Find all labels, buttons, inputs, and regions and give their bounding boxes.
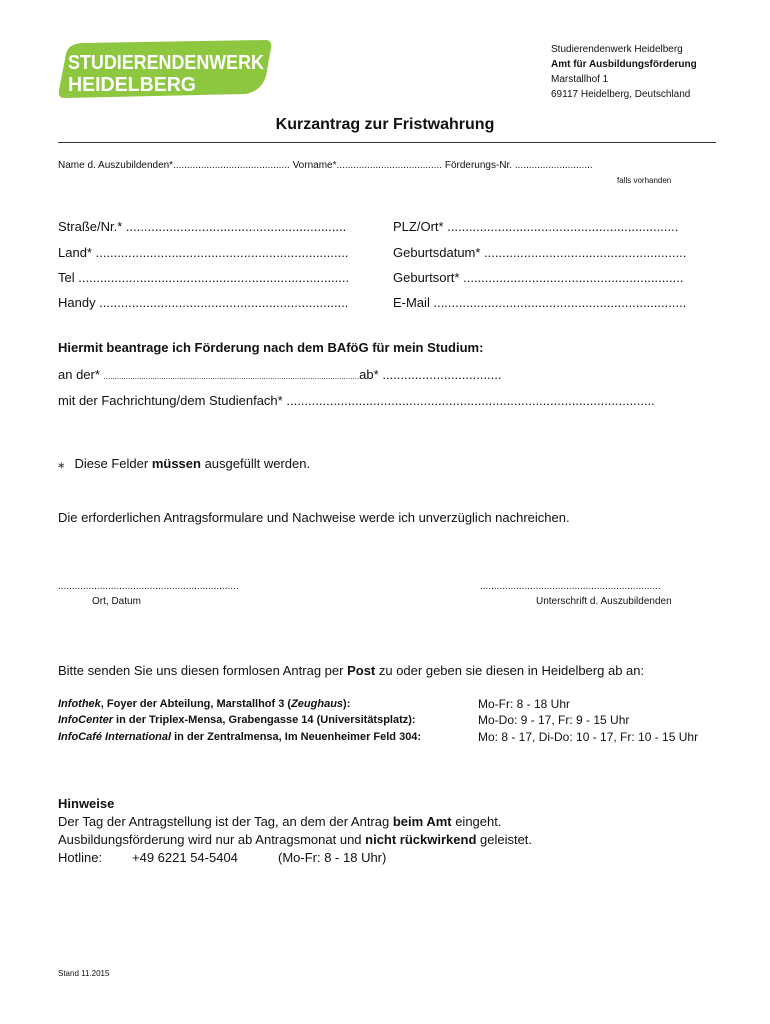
fach-dots: ...................................................................................................... xyxy=(286,393,655,408)
strasse-field[interactable] xyxy=(58,219,346,234)
hotline-label: Hotline: xyxy=(58,850,103,865)
send-instruction xyxy=(58,663,644,678)
required-post: ausgefüllt werden. xyxy=(200,456,311,471)
plz-label: PLZ/Ort* xyxy=(393,219,444,234)
handy-dots: ..................................................................... xyxy=(99,295,349,310)
address-line3: Marstallhof 1 xyxy=(551,74,609,85)
geburtsdatum-label: Geburtsdatum* xyxy=(393,245,481,260)
send-post: zu oder geben sie diesen in Heidelberg ab an: xyxy=(375,663,645,678)
vorname-dots: ...................................... xyxy=(336,160,443,171)
ort-datum-line[interactable]: ................................................................. xyxy=(58,581,239,592)
email-field[interactable] xyxy=(393,295,686,310)
location-infothek-ital: Zeughaus xyxy=(291,698,344,710)
name-label: Name d. Auszubildenden* xyxy=(58,160,174,171)
name-dots: .......................................... xyxy=(173,160,290,171)
address-line2: Amt für Ausbildungsförderung xyxy=(551,59,697,70)
email-label: E-Mail xyxy=(393,295,430,310)
location-infocafe-hours: Mo: 8 - 17, Di-Do: 10 - 17, Fr: 10 - 15 Uhr xyxy=(478,730,699,744)
required-bold: müssen xyxy=(151,456,201,471)
location-infocenter-hours: Mo-Do: 9 - 17, Fr: 9 - 15 Uhr xyxy=(478,713,630,727)
location-infothek-name: Infothek xyxy=(58,698,101,710)
foerder-label: Förderungs-Nr. xyxy=(444,160,513,171)
address-block xyxy=(551,42,697,102)
an-der-label: an der* xyxy=(58,367,100,382)
signature-line[interactable]: ................................................................. xyxy=(480,581,661,592)
send-pre: Bitte senden Sie uns diesen formlosen Antrag per xyxy=(58,663,348,678)
logo-shape xyxy=(58,40,273,98)
send-bold: Post xyxy=(347,663,376,678)
request-heading: Hiermit beantrage ich Förderung nach dem BAföG für mein Studium: xyxy=(58,340,484,355)
location-infothek-hours: Mo-Fr: 8 - 18 Uhr xyxy=(478,697,571,711)
hinweise-line1 xyxy=(58,814,501,829)
signature-label: Unterschrift d. Auszubildenden xyxy=(536,596,672,607)
handy-field[interactable] xyxy=(58,295,348,310)
name-field[interactable] xyxy=(58,160,593,171)
foerder-note: falls vorhanden xyxy=(617,176,672,185)
an-der-dots: ................................................................................................................... xyxy=(103,372,360,381)
foerder-dots: ............................ xyxy=(514,160,593,171)
nachreichen-text: Die erforderlichen Antragsformulare und Nachweise werde ich unverzüglich nachreichen. xyxy=(58,510,570,525)
hochschule-field[interactable] xyxy=(58,367,502,382)
location-infocenter xyxy=(58,714,416,726)
plz-dots: ................................................................ xyxy=(447,219,679,234)
hinweise-line1-pre: Der Tag der Antragstellung ist der Tag, an dem der Antrag xyxy=(58,814,393,829)
required-star: ⁎ xyxy=(58,456,65,471)
location-infothek xyxy=(58,698,350,710)
geburtsdatum-dots: ........................................................ xyxy=(484,245,687,260)
tel-field[interactable] xyxy=(58,270,349,285)
handy-label: Handy xyxy=(58,295,96,310)
hinweise-line1-post: eingeht. xyxy=(451,814,502,829)
email-dots: ...................................................................... xyxy=(433,295,687,310)
location-infocafe-name: InfoCafé International xyxy=(58,731,172,743)
strasse-label: Straße/Nr.* xyxy=(58,219,123,234)
vorname-label: Vorname* xyxy=(292,160,337,171)
land-label: Land* xyxy=(58,245,92,260)
hinweise-line1-bold: beim Amt xyxy=(392,814,452,829)
address-line4: 69117 Heidelberg, Deutschland xyxy=(551,89,691,100)
hotline-hours: (Mo-Fr: 8 - 18 Uhr) xyxy=(278,850,387,865)
fach-label: mit der Fachrichtung/dem Studienfach* xyxy=(58,393,283,408)
geburtsort-field[interactable] xyxy=(393,270,683,285)
tel-label: Tel xyxy=(58,270,75,285)
required-pre: Diese Felder xyxy=(74,456,152,471)
land-field[interactable] xyxy=(58,245,348,260)
geburtsdatum-field[interactable] xyxy=(393,245,686,260)
land-dots: ...................................................................... xyxy=(95,245,349,260)
hotline-number[interactable]: +49 6221 54-5404 xyxy=(132,850,238,865)
stand-date: Stand 11.2015 xyxy=(58,969,110,978)
hinweise-line2-pre: Ausbildungsförderung wird nur ab Antragsmonat und xyxy=(58,832,366,847)
geburtsort-dots: ............................................................. xyxy=(463,270,684,285)
location-infocafe-rest: in der Zentralmensa, Im Neuenheimer Feld 304: xyxy=(171,731,422,743)
ort-datum-label: Ort, Datum xyxy=(92,596,141,607)
logo-line1: STUDIERENDENWERK xyxy=(68,52,265,74)
hinweise-line2 xyxy=(58,832,532,847)
fach-field[interactable] xyxy=(58,393,655,408)
logo-line2: HEIDELBERG xyxy=(68,74,196,96)
ab-dots: ................................. xyxy=(382,367,502,382)
title-divider xyxy=(58,142,716,143)
geburtsort-label: Geburtsort* xyxy=(393,270,460,285)
studierendenwerk-logo xyxy=(58,40,273,98)
tel-dots: ........................................................................... xyxy=(78,270,350,285)
location-infocenter-name: InfoCenter xyxy=(58,714,113,726)
location-infocafe xyxy=(58,731,421,743)
ab-label: ab* xyxy=(359,367,379,382)
location-infocenter-rest: in der Triplex-Mensa, Grabengasse 14 (Universitätsplatz): xyxy=(113,714,416,726)
address-line1: Studierendenwerk Heidelberg xyxy=(551,44,683,55)
hinweise-heading: Hinweise xyxy=(58,796,115,811)
plz-field[interactable] xyxy=(393,219,678,234)
location-infothek-end: ): xyxy=(343,698,351,710)
strasse-dots: ............................................................. xyxy=(125,219,347,234)
location-infothek-rest: , Foyer der Abteilung, Marstallhof 3 ( xyxy=(100,698,292,710)
page-title: Kurzantrag zur Fristwahrung xyxy=(275,116,495,133)
hinweise-line2-post: geleistet. xyxy=(476,832,533,847)
required-note xyxy=(58,456,310,472)
hinweise-line2-bold: nicht rückwirkend xyxy=(365,832,477,847)
